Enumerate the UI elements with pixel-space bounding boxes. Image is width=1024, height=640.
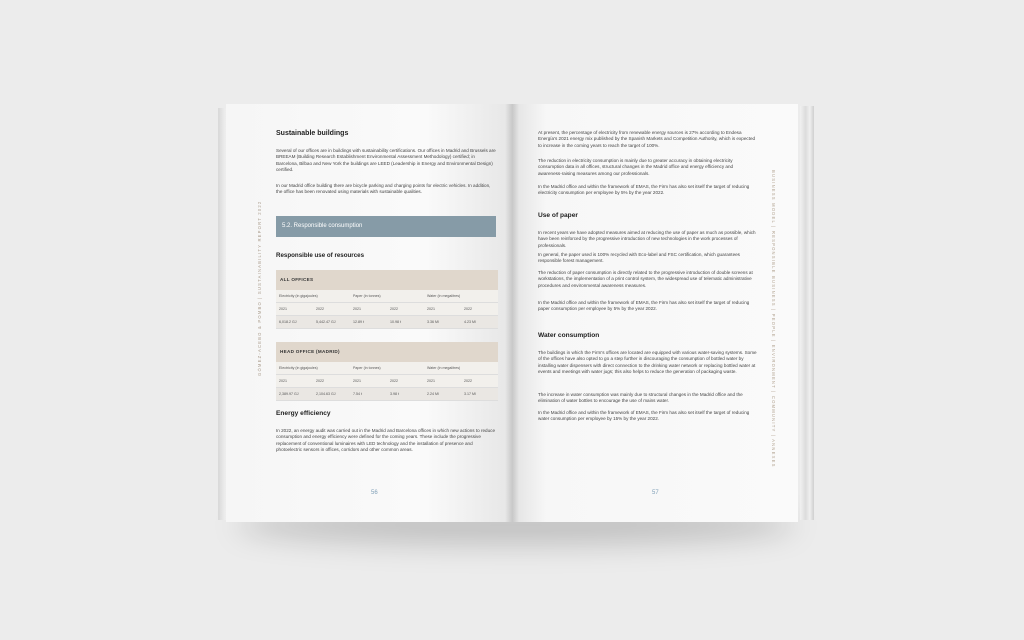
right-vertical-label: BUSINESS MODEL | RESPONSIBLE BUSINESS | PEOPLE | ENVIRONMENT | COMMUNITY | ANNEXES xyxy=(771,170,776,468)
section-band: 5.2. Responsible consumption xyxy=(276,216,496,237)
table-group-row: Electricity (in gigajoules) Paper (in tonnes) Water (in megalitres) xyxy=(276,290,498,303)
right-page-stack xyxy=(800,106,814,520)
heading-energy-efficiency: Energy efficiency xyxy=(276,410,331,417)
table-title: HEAD OFFICE (MADRID) xyxy=(276,342,498,362)
table-head-office xyxy=(276,342,498,401)
para-buildings-2: In our Madrid office building there are bicycle parking and charging points for electric vehicles. In addition, the office has been renovated using materials with sustainable qualities. xyxy=(276,183,491,195)
para-electricity-3: In the Madrid office and within the framework of EMAS, the Firm has also set itself the target of reducing electricity consumption per employee by 5% by the year 2022. xyxy=(538,184,750,196)
table-year-row: 2021 2022 2021 2022 2021 2022 xyxy=(276,303,498,316)
heading-responsible-use: Responsible use of resources xyxy=(276,252,365,259)
para-paper-1: In recent years we have adopted measures aimed at reducing the use of paper as much as possible, which have been reinforced by the progressive introduction of new technologies in the work processes of professionals. xyxy=(538,230,756,248)
table-title: ALL OFFICES xyxy=(276,270,498,290)
para-buildings-1: Several of our offices are in buildings with sustainability certifications. Our offices in Madrid and Brussels are BREEAM (Building Research Establishment Environmental Assessment Methodology) certified; in Barcelona, Bilbao and New York the buildings are LEED (Leadership in Energy and Environmental Design) certified. xyxy=(276,148,496,173)
para-water-1: The buildings in which the Firm's offices are located are equipped with various water-saving systems. Some of the offices have also opted to go a step further in discouraging the consumption of bottled water by installing water dispensers with direct connection to the drinking water network or replacing bottled water at events and meetings with water jugs; this also helps to reduce the generation of packaging waste. xyxy=(538,350,757,375)
para-paper-4: In the Madrid office and within the framework of EMAS, the Firm has also set itself the target of reducing paper consumption per employee by 5% by the year 2022. xyxy=(538,300,750,312)
para-water-2: The increase in water consumption was mainly due to structural changes in the Madrid office and the elimination of water bottles to encourage the use of mains water. xyxy=(538,392,743,404)
left-vertical-label: GÓMEZ-ACEBO & POMBO | SUSTAINABILITY REPORT 2022 xyxy=(257,200,262,376)
page-number-right: 57 xyxy=(652,490,659,496)
para-paper-3: The reduction of paper consumption is directly related to the progressive introduction of double screens at workstations, the implementation of a print control system, the widespread use of telematic administrative procedures and environmental awareness measures. xyxy=(538,270,753,288)
table-all-offices xyxy=(276,270,498,329)
para-electricity-2: The reduction in electricity consumption is mainly due to greater accuracy in obtaining electricity consumption data in all offices, structural changes in the Madrid office and energy efficiency and awareness-raising measures among our professionals. xyxy=(538,158,734,176)
heading-use-of-paper: Use of paper xyxy=(538,212,578,219)
para-water-3: In the Madrid office and within the framework of EMAS, the Firm has also set itself the target of reducing water consumption per employee by 15% by the year 2022. xyxy=(538,410,750,422)
page-number-left: 56 xyxy=(371,490,378,496)
right-page xyxy=(512,104,798,522)
heading-sustainable-buildings: Sustainable buildings xyxy=(276,130,349,137)
table-value-row: 6,018.2 GJ 5,442.47 GJ 12.89 t 10.98 t 3.36 Ml 4.23 Ml xyxy=(276,316,498,329)
para-electricity-1: At present, the percentage of electricity from renewable energy sources is 27% according to Endesa Energía's 2021 energy mix published by the Spanish Markets and Competition Authority, which is expected to increase in the coming years to reach the target of 100%. xyxy=(538,130,756,148)
book-spine xyxy=(505,104,519,522)
table-value-row: 2,389.97 GJ 2,104.63 GJ 7.54 t 3.98 t 2.24 Ml 3.17 Ml xyxy=(276,388,498,401)
left-page xyxy=(226,104,512,522)
para-paper-2: In general, the paper used is 100% recycled with Eco-label and FSC certification, which guarantees responsible forest management. xyxy=(538,252,740,264)
table-group-row: Electricity (in gigajoules) Paper (in tonnes) Water (in megalitres) xyxy=(276,362,498,375)
heading-water-consumption: Water consumption xyxy=(538,332,600,339)
table-year-row: 2021 2022 2021 2022 2021 2022 xyxy=(276,375,498,388)
para-energy: In 2022, an energy audit was carried out in the Madrid and Barcelona offices in which new actions to reduce consumption and energy efficiency were defined for the coming years. These include the progressive replacement of conventional luminaires with LED technology and the installation of presence and photoelectric sensors in offices, corridors and other common areas. xyxy=(276,428,496,453)
